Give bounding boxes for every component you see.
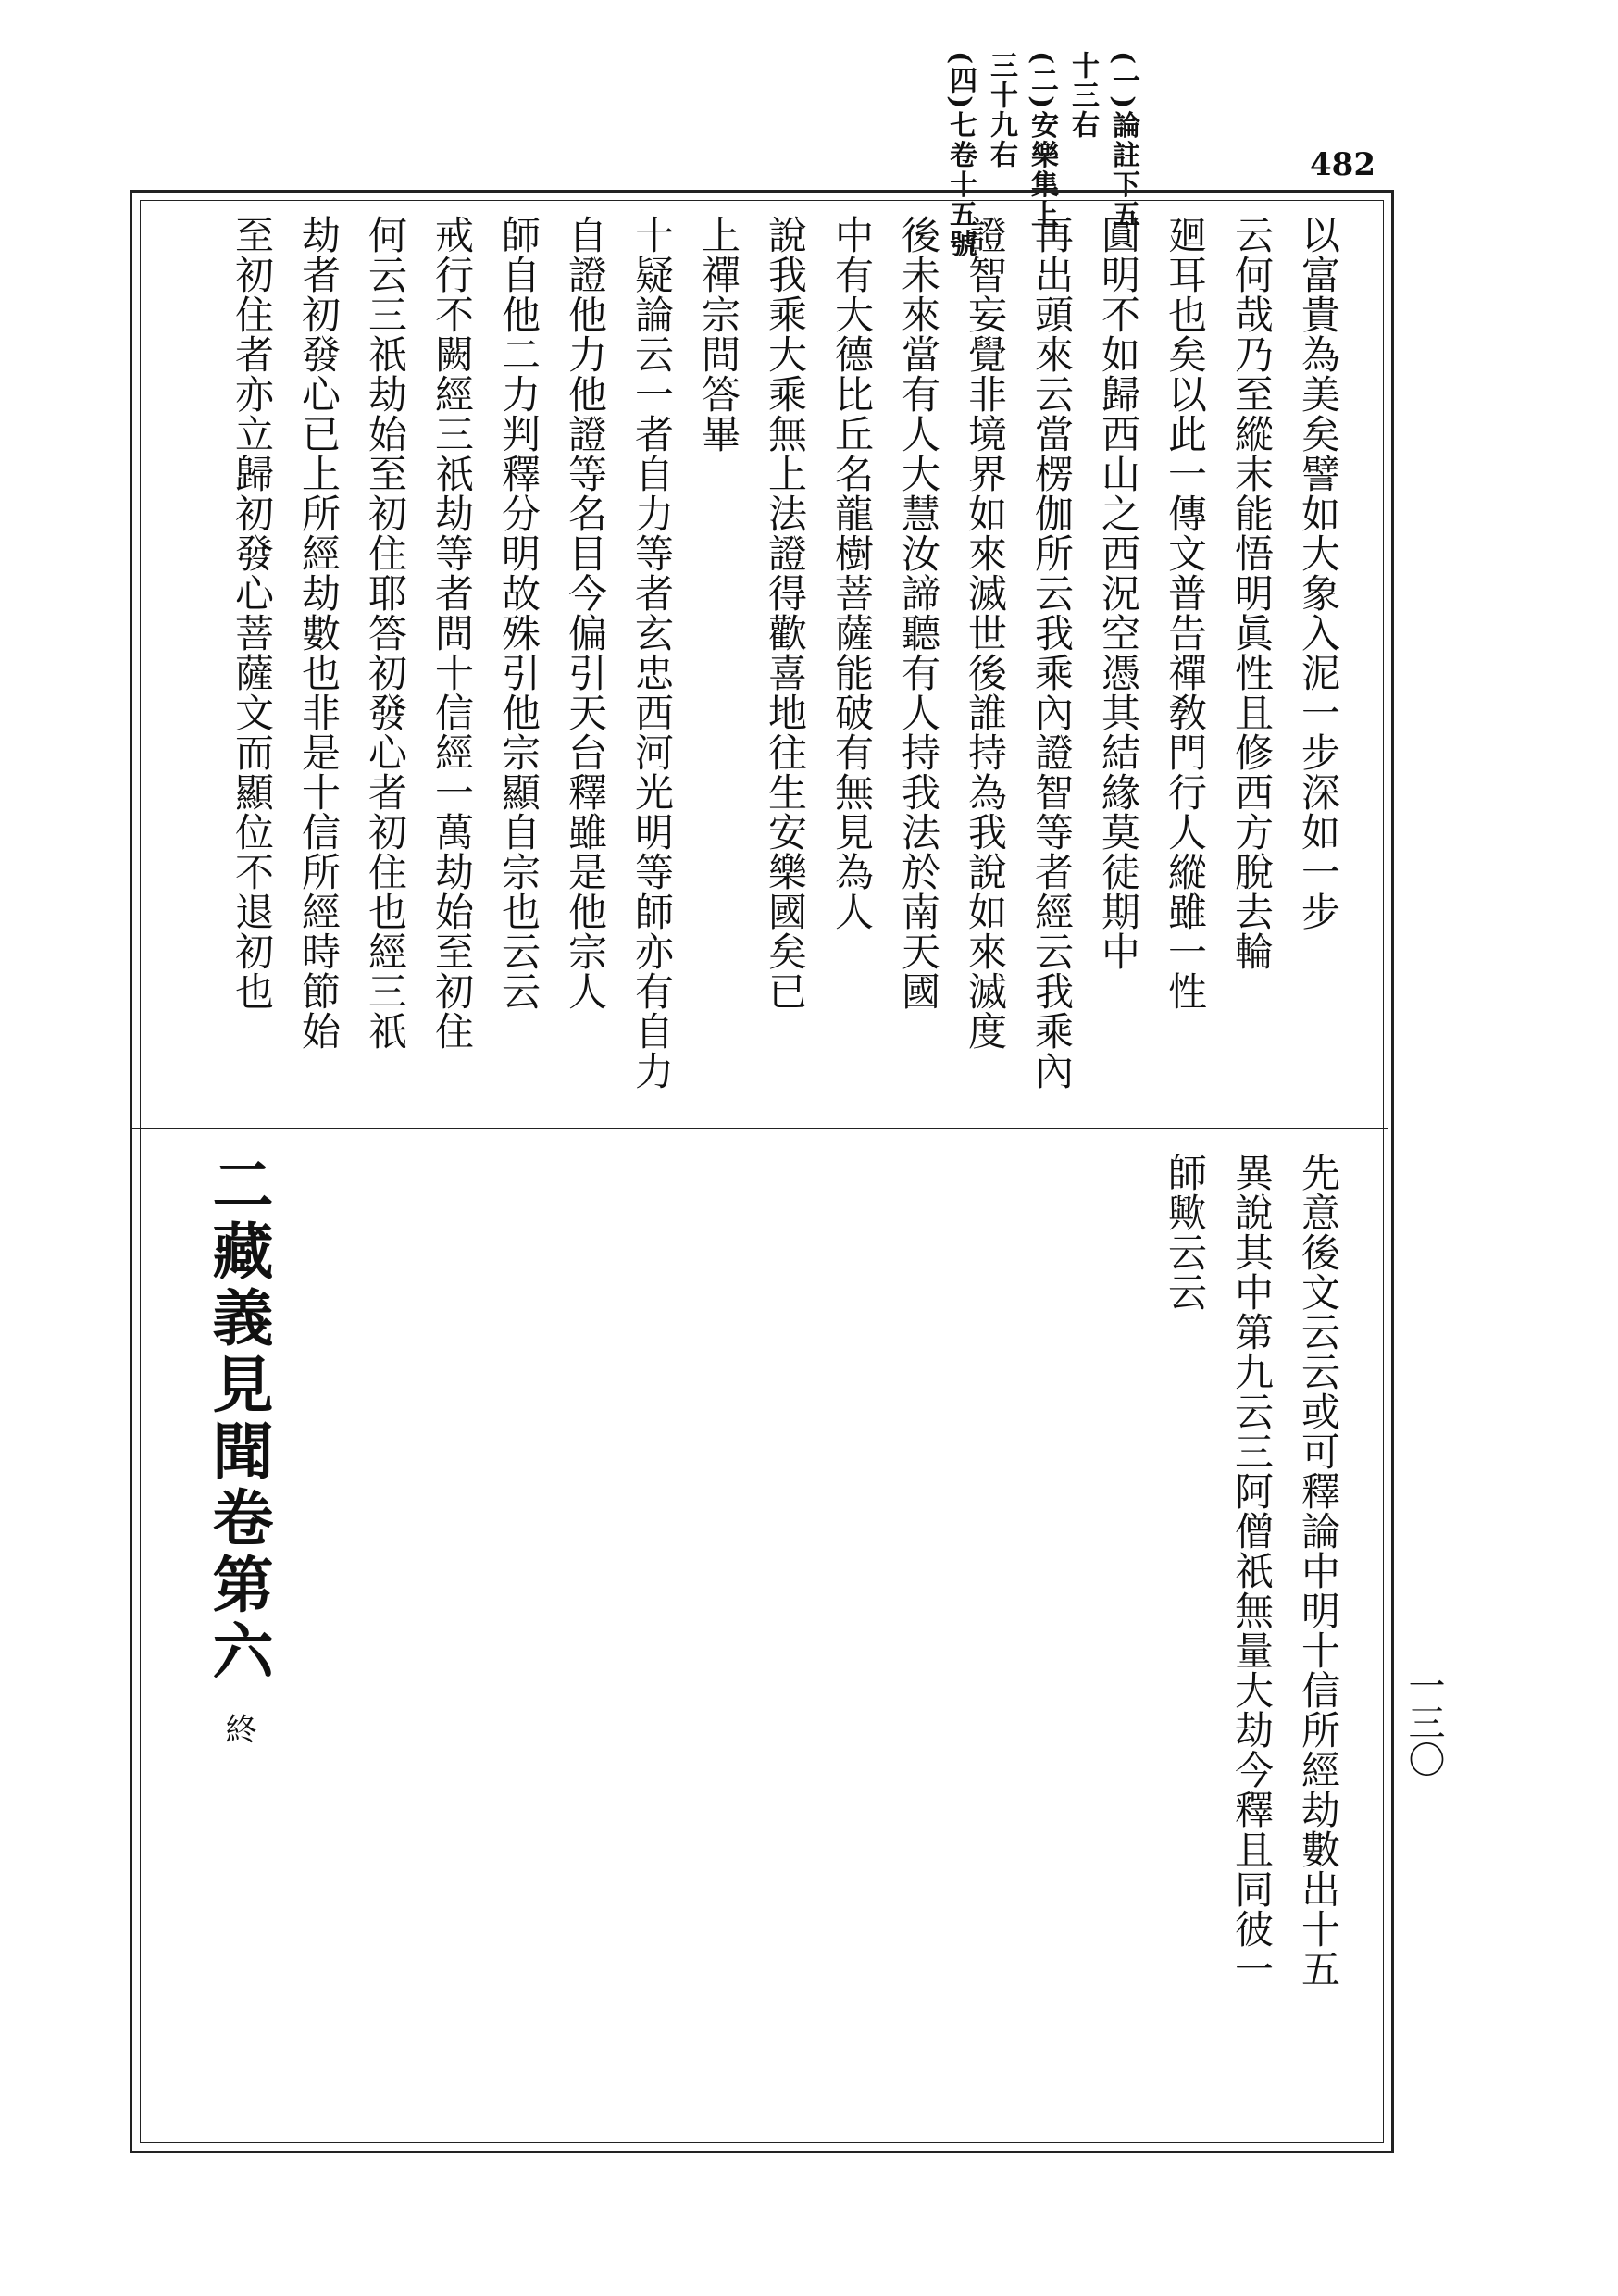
text-column: 說我乘大乘無上法證得歡喜地往生安樂國矣已 — [763, 215, 808, 1011]
marginal-note: 十三右 — [1066, 51, 1099, 140]
text-column: 師自他二力判釋分明故殊引他宗顯自宗也云云 — [496, 215, 541, 1011]
volume-title: 二藏義見聞卷第六 — [202, 1153, 274, 1686]
text-column: 師歟云云 — [1163, 1153, 1208, 1312]
text-column: 圓明不如歸西山之西況空憑其結緣莫徒期中 — [1096, 215, 1141, 971]
text-column: 上禪宗問答畢 — [696, 215, 741, 454]
side-page-number: 一三〇 — [1402, 1666, 1445, 1778]
end-mark: 終 — [219, 1712, 256, 1750]
volume-end-title — [194, 1153, 282, 1750]
text-column: 異說其中第九云三阿僧祇無量大劫今釋且同彼一 — [1229, 1153, 1275, 1989]
marginal-note: (四)七卷十五號 — [944, 51, 977, 259]
marginal-note: (二)安樂集上 — [1026, 51, 1058, 230]
lower-text-block — [185, 1153, 1351, 2115]
page-number: 482 — [1310, 146, 1375, 183]
upper-text-block — [194, 215, 1351, 1115]
text-column: 云何哉乃至縱末能悟明眞性且修西方脫去輪 — [1229, 215, 1275, 971]
section-divider — [130, 1128, 1388, 1129]
text-column: 先意後文云云或可釋論中明十信所經劫數出十五 — [1296, 1153, 1341, 1989]
text-column: 中有大德比丘名龍樹菩薩能破有無見為人 — [829, 215, 875, 931]
text-column: 自證他力他證等名目今偏引天台釋雖是他宗人 — [563, 215, 608, 1011]
text-column: 後未來當有人大慧汝諦聽有人持我法於南天國 — [896, 215, 941, 1011]
lower-columns — [1151, 1153, 1351, 1989]
text-column: 十疑論云一者自力等者玄忠西河光明等師亦有自力 — [629, 215, 675, 1091]
marginal-note: (一)論註下五 — [1107, 51, 1139, 230]
text-column: 至初住者亦立歸初發心菩薩文而顯位不退初也 — [230, 215, 275, 1011]
text-column: 廻耳也矣以此一傳文普告禪敎門行人縱雖一性 — [1163, 215, 1208, 1011]
text-column: 劫者初發心已上所經劫數也非是十信所經時節始 — [296, 215, 342, 1051]
text-column: 戒行不闕經三祇劫等者問十信經一萬劫始至初住 — [429, 215, 475, 1051]
marginal-note: 三十九右 — [985, 51, 1017, 169]
text-column: 證智妄覺非境界如來滅世後誰持為我說如來滅度 — [963, 215, 1008, 1051]
text-column: 何云三祇劫始至初住耶答初發心者初住也經三祇 — [363, 215, 408, 1051]
text-column: 再出頭來云當楞伽所云我乘內證智等者經云我乘內 — [1029, 215, 1075, 1091]
text-column: 以富貴為美矣譬如大象入泥一步深如一步 — [1296, 215, 1341, 931]
